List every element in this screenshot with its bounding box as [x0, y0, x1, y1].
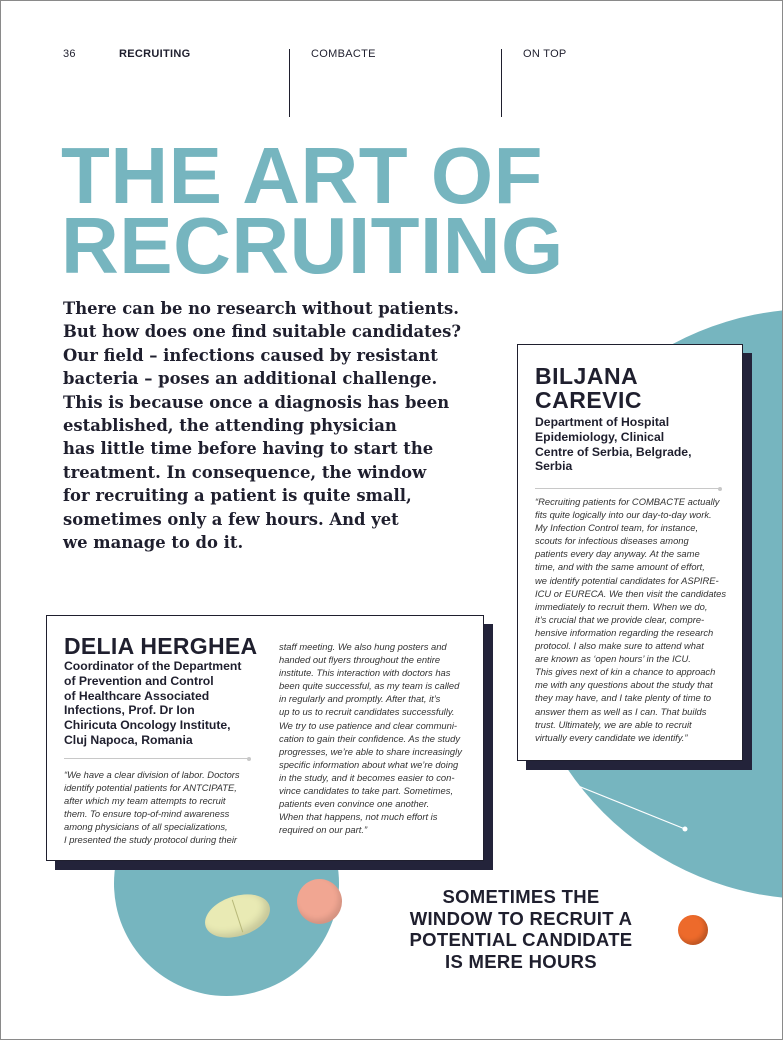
- quote-line: answer them as well as I can. That builds: [535, 705, 707, 717]
- intro-line: treatment. In consequence, the window: [63, 462, 427, 482]
- profile-affiliation: [535, 415, 735, 474]
- quote-line: been quite successful, as my team is called: [279, 680, 460, 692]
- quote-line: up to us to recruit candidates successfully.: [279, 706, 455, 718]
- quote-line: progresses, we’re able to share increasingly: [279, 745, 462, 757]
- quote-line: scouts for infectious diseases among: [535, 535, 689, 547]
- connector-dot: [683, 827, 688, 832]
- quote-line: staff meeting. We also hung posters and: [279, 641, 447, 652]
- quote-line: time, and with the same amount of effort,: [535, 561, 705, 573]
- header-middle-label: COMBACTE: [311, 48, 376, 60]
- quote-line: them. To ensure top-of-mind awareness: [64, 808, 230, 820]
- profile-name-line: CAREVIC: [535, 387, 643, 413]
- quote-line: My Infection Control team, for instance,: [535, 522, 699, 534]
- quote-line: me with any questions about the study that: [535, 679, 713, 691]
- quote-line: among physicians of all specializations,: [64, 821, 228, 833]
- intro-line: has little time before having to start the: [63, 439, 434, 459]
- affiliation-line: of Healthcare Associated: [64, 688, 210, 703]
- quote-line: ICU or EURECA. We then visit the candidates: [535, 587, 727, 599]
- pull-quote-line: IS MERE HOURS: [445, 950, 597, 972]
- intro-line: for recruiting a patient is quite small,: [63, 486, 412, 506]
- page-number: 36: [63, 48, 76, 60]
- quote-line: When that happens, not much effort is: [279, 811, 438, 823]
- quote-line: trust. Ultimately, we are able to recruit: [535, 718, 692, 730]
- affiliation-line: Coordinator of the Department: [64, 659, 242, 673]
- quote-line: This gives next of kin a chance to approach: [535, 666, 716, 678]
- intro-line: But how does one find suitable candidates?: [63, 322, 461, 342]
- profile-name: DELIA HERGHEA: [64, 633, 258, 659]
- connector-line-stroke: [536, 769, 685, 829]
- quote-line: handed out flyers throughout the entire: [279, 654, 441, 666]
- pull-quote-line: SOMETIMES THE: [442, 886, 600, 907]
- pull-quote: [391, 886, 651, 972]
- profile-card-delia: [46, 615, 484, 861]
- intro-line: Our field – infections caused by resistant: [63, 345, 438, 365]
- profile-name: [535, 364, 642, 412]
- header-right-label: ON TOP: [523, 48, 567, 60]
- quote-line: cation to gain their confidence. As the study: [279, 732, 461, 744]
- quote-line: immediately to recruit them. When we do,: [535, 600, 708, 612]
- intro-line: sometimes only a few hours. And yet: [63, 509, 399, 529]
- quote-line: in the study, and it becomes easier to con-: [279, 771, 455, 783]
- quote-line: required on our part.”: [279, 824, 368, 836]
- profile-card-biljana: [517, 344, 743, 761]
- intro-line: we manage to do it.: [63, 533, 244, 553]
- profile-quote: [535, 495, 735, 744]
- quote-line: specific information about what we’re doing: [279, 758, 459, 770]
- quote-line: we identify potential candidates for ASPIRE-: [535, 574, 719, 586]
- intro-line: This is because once a diagnosis has been: [63, 392, 450, 412]
- quote-line: virtually every candidate we identify.”: [535, 731, 688, 743]
- quote-line: “Recruiting patients for COMBACTE actually: [535, 496, 720, 507]
- affiliation-line: Infections, Prof. Dr Ion: [64, 703, 195, 718]
- quote-line: it’s crucial that we provide clear, compre-: [535, 613, 705, 625]
- affiliation-line: Cluj Napoca, Romania: [64, 732, 193, 747]
- intro-line: There can be no research without patients.: [63, 299, 459, 318]
- intro-line: established, the attending physician: [63, 416, 397, 436]
- quote-line: in regularly and promptly. After that, it’s: [279, 693, 441, 705]
- quote-line: patients even convince one another.: [279, 798, 430, 810]
- affiliation-line: Chiricuta Oncology Institute,: [64, 718, 231, 733]
- quote-line: “We have a clear division of labor. Doctors: [64, 769, 240, 780]
- pill-illustration-round: [297, 879, 342, 924]
- pull-quote-line: WINDOW TO RECRUIT A: [409, 907, 633, 929]
- affiliation-line: Serbia: [535, 459, 573, 474]
- quote-line: vince candidates to take part. Sometimes,: [279, 785, 454, 797]
- quote-line: identify potential patients for ANTCIPATE,: [64, 782, 237, 794]
- quote-line: they may have, and I take plenty of time to: [535, 692, 712, 704]
- quote-line: I presented the study protocol during their: [64, 834, 238, 846]
- quote-line: hensive information regarding the research: [535, 626, 714, 638]
- profile-name-line: BILJANA: [535, 363, 639, 389]
- quote-line: are known as ‘open hours’ in the ICU.: [535, 653, 691, 665]
- quote-line: patients every day anyway. At the same: [535, 548, 700, 560]
- title-line: THE ART OF: [61, 131, 543, 220]
- profile-affiliation: [64, 659, 279, 748]
- intro-line: bacteria – poses an additional challenge.: [63, 369, 438, 389]
- affiliation-line: Centre of Serbia, Belgrade,: [535, 444, 692, 459]
- quote-line: institute. This interaction with doctors has: [279, 667, 451, 679]
- card-divider: [535, 488, 720, 489]
- affiliation-line: Department of Hospital: [535, 415, 670, 429]
- title-line: RECRUITING: [61, 201, 564, 290]
- card-divider: [64, 758, 249, 759]
- affiliation-line: of Prevention and Control: [64, 673, 214, 688]
- quote-line: protocol. I also make sure to attend what: [535, 640, 704, 652]
- quote-line: fits quite logically into our day-to-day work.: [535, 509, 712, 521]
- section-label: RECRUITING: [119, 48, 191, 60]
- pull-quote-line: POTENTIAL CANDIDATE: [409, 929, 633, 950]
- quote-line: We try to use patience and clear communi-: [279, 719, 458, 731]
- quote-line: after which my team attempts to recruit: [64, 795, 226, 807]
- pill-illustration-small: [678, 915, 708, 945]
- profile-quote-right: [279, 640, 479, 836]
- affiliation-line: Epidemiology, Clinical: [535, 429, 665, 444]
- profile-quote-left: [64, 768, 262, 847]
